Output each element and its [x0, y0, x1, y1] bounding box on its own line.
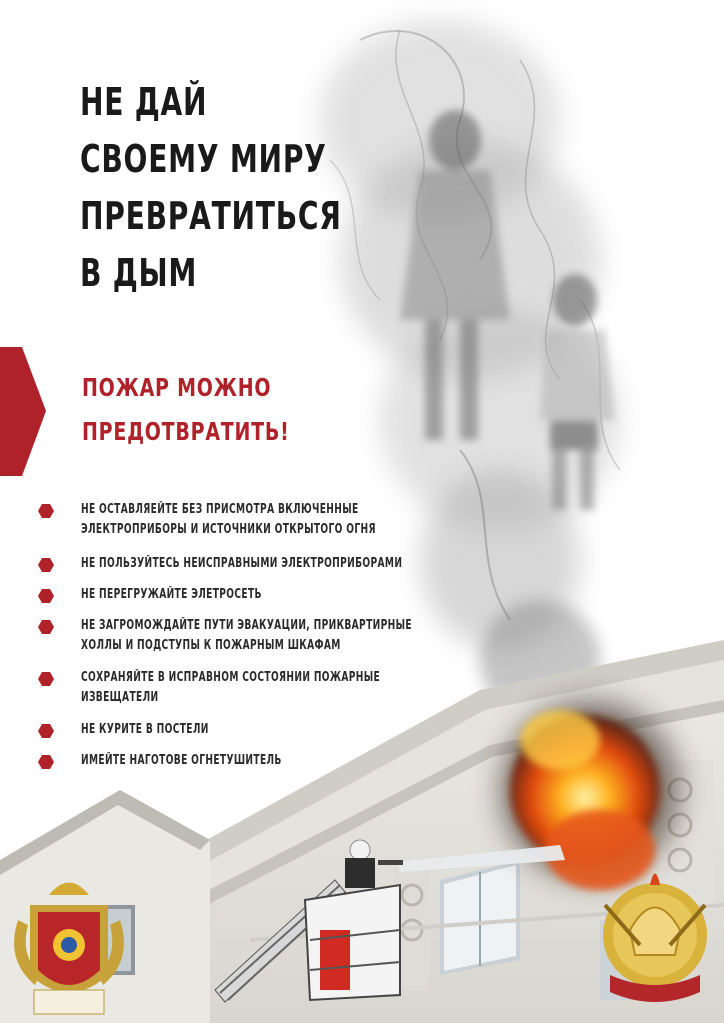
slogan-line-1: ПОЖАР МОЖНО [82, 373, 272, 402]
tip-text: СОХРАНЯЙТЕ В ИСПРАВНОМ СОСТОЯНИИ ПОЖАРНЫЕ ИЗВЕЩАТЕЛИ [81, 670, 381, 705]
headline-line-2: СВОЕМУ МИРУ [80, 137, 327, 181]
headline-line-1: НЕ ДАЙ [80, 80, 208, 124]
tip-text: НЕ КУРИТЕ В ПОСТЕЛИ [81, 722, 209, 737]
headline-line-4: В ДЫМ [80, 251, 198, 295]
headline [80, 74, 342, 302]
red-chevron-tab [0, 347, 46, 476]
headline-line-3: ПРЕВРАТИТЬСЯ [80, 194, 342, 238]
slogan [82, 366, 290, 454]
tip-text: НЕ ЗАГРОМОЖДАЙТЕ ПУТИ ЭВАКУАЦИИ, ПРИКВАРТИРНЫЕ ХОЛЛЫ И ПОДСТУПЫ К ПОЖАРНЫМ ШКАФАМ [81, 618, 412, 653]
slogan-line-2: ПРЕДОТВРАТИТЬ! [82, 417, 290, 446]
tip-text: НЕ ПЕРЕГРУЖАЙТЕ ЭЛЕТРОСЕТЬ [81, 587, 262, 602]
tip-text: НЕ ПОЛЬЗУЙТЕСЬ НЕИСПРАВНЫМИ ЭЛЕКТРОПРИБОРАМИ [81, 556, 403, 571]
tip-text: НЕ ОСТАВЛЯЕЙТЕ БЕЗ ПРИСМОТРА ВКЛЮЧЕННЫЕ ЭЛЕКТРОПРИБОРЫ И ИСТОЧНИКИ ОТКРЫТОГО ОГНЯ [81, 502, 376, 537]
tip-text: ИМЕЙТЕ НАГОТОВЕ ОГНЕТУШИТЕЛЬ [81, 753, 282, 768]
